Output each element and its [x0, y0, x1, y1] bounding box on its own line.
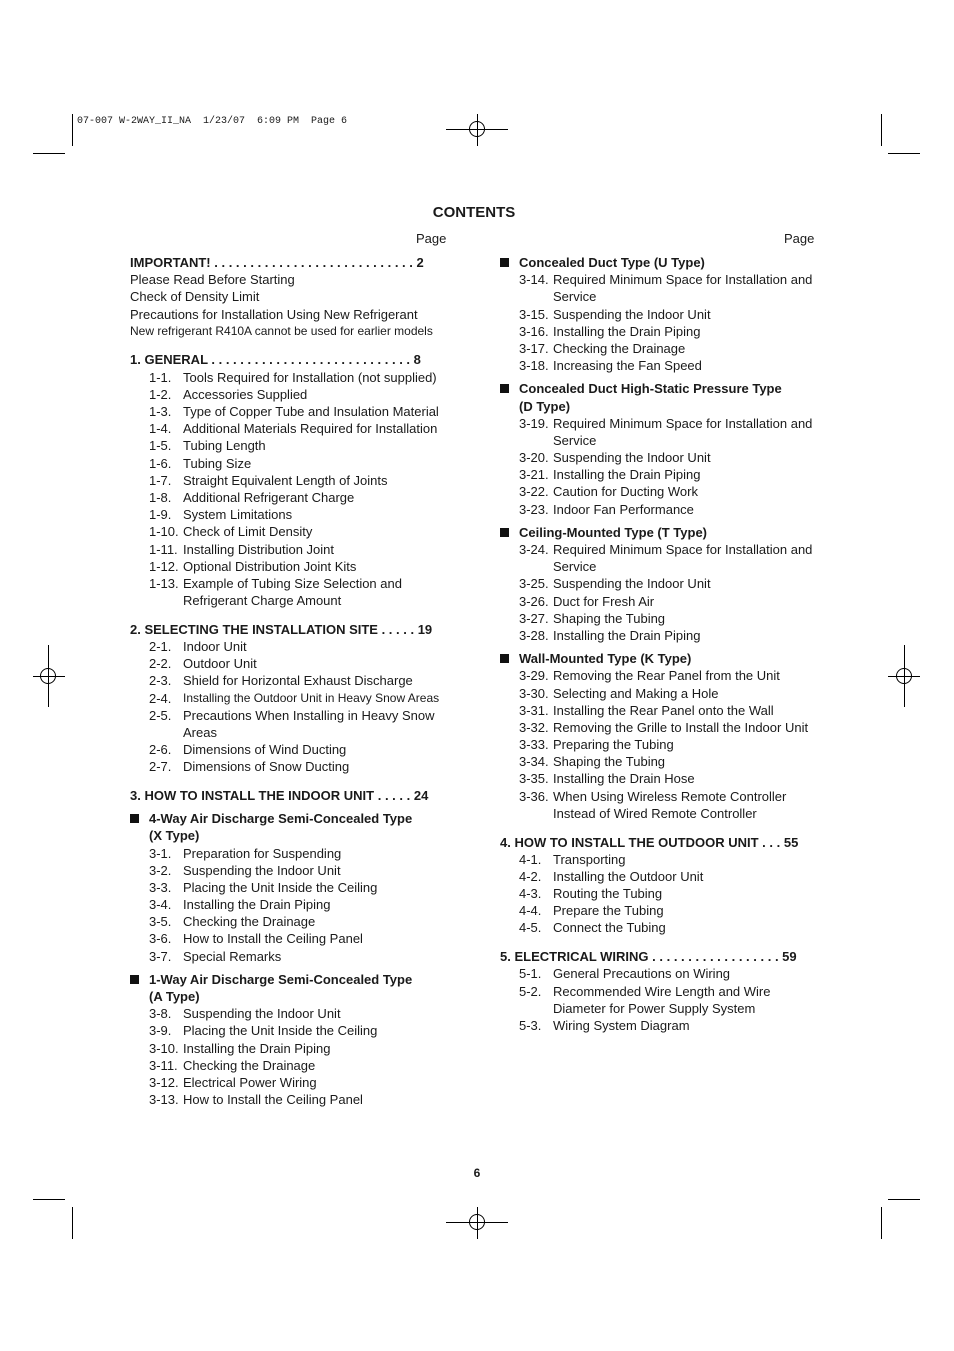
toc-subsection-heading-continued — [500, 398, 825, 415]
toc-section-heading — [500, 834, 825, 851]
entry-number: 4-3. — [519, 886, 542, 902]
subsection-heading-text: Ceiling-Mounted Type (T Type) — [519, 524, 708, 540]
entry-text: Installing the Drain Piping — [553, 467, 701, 483]
toc-entry — [500, 753, 825, 770]
toc-entry — [130, 403, 455, 420]
toc-entry — [130, 506, 455, 523]
toc-section-heading — [130, 787, 455, 804]
square-bullet-icon — [500, 258, 509, 267]
entry-number: 1-12. — [149, 558, 179, 574]
entry-text: Tubing Length — [183, 438, 266, 454]
entry-number: 2-1. — [149, 638, 172, 654]
toc-plain-entry — [130, 323, 455, 340]
section-heading-text: IMPORTANT! . . . . . . . . . . . . . . . . . . . . . . . . . . . . 2 — [130, 255, 424, 270]
toc-entry — [500, 788, 825, 805]
entry-text: Type of Copper Tube and Insulation Material — [183, 404, 439, 419]
entry-number: 3-13. — [149, 1092, 179, 1108]
toc-entry — [130, 489, 455, 506]
entry-number: 3-17. — [519, 340, 549, 356]
entry-text: How to Install the Ceiling Panel — [183, 1092, 363, 1108]
toc-subsection-heading — [130, 971, 455, 988]
entry-number: 1-3. — [149, 404, 172, 419]
entry-text: Precautions When Installing in Heavy Snow — [183, 707, 435, 723]
entry-number: 3-2. — [149, 862, 172, 878]
entry-text: Suspending the Indoor Unit — [183, 1006, 341, 1022]
entry-text: Installing the Drain Piping — [553, 323, 701, 339]
toc-entry — [500, 593, 825, 610]
entry-text: Required Minimum Space for Installation and — [553, 415, 813, 431]
subsection-heading-text: Wall-Mounted Type (K Type) — [519, 651, 692, 667]
contents-right-column — [500, 254, 825, 1034]
entry-number: 3-36. — [519, 788, 549, 804]
entry-text: Service — [553, 289, 597, 305]
entry-number: 3-14. — [519, 272, 549, 288]
section-heading-text: 4. HOW TO INSTALL THE OUTDOOR UNIT . . . 55 — [500, 834, 799, 850]
entry-text: Increasing the Fan Speed — [553, 358, 702, 374]
page-column-label-left: Page — [416, 231, 447, 246]
entry-number: 3-10. — [149, 1040, 179, 1056]
entry-text: Preparing the Tubing — [553, 737, 674, 753]
toc-entry — [500, 466, 825, 483]
toc-entry — [130, 455, 455, 472]
entry-text: Installing the Drain Piping — [553, 627, 701, 643]
toc-entry — [500, 719, 825, 736]
section-heading-text: 5. ELECTRICAL WIRING . . . . . . . . . . . . . . . . . . 59 — [500, 949, 797, 965]
toc-subsection-heading — [500, 650, 825, 667]
entry-text: Shaping the Tubing — [553, 610, 666, 626]
section-spacer — [500, 822, 825, 834]
toc-subsection-heading — [500, 524, 825, 541]
toc-section-heading — [130, 254, 455, 271]
entry-text: Refrigerant Charge Amount — [183, 593, 342, 609]
entry-text: Outdoor Unit — [183, 656, 257, 672]
entry-number: 3-31. — [519, 702, 549, 718]
entry-text: How to Install the Ceiling Panel — [183, 931, 363, 947]
toc-entry — [130, 558, 455, 575]
toc-entry — [500, 983, 825, 1000]
entry-text: Areas — [183, 724, 217, 740]
toc-entry — [130, 420, 455, 437]
toc-entry — [500, 627, 825, 644]
toc-entry — [500, 851, 825, 868]
toc-entry — [130, 369, 455, 386]
toc-plain-entry — [130, 271, 455, 288]
entry-number: 3-5. — [149, 914, 172, 930]
toc-entry — [500, 902, 825, 919]
toc-entry-continued — [500, 1000, 825, 1017]
square-bullet-icon — [500, 528, 509, 537]
entry-number: 3-34. — [519, 754, 549, 770]
entry-text: Installing the Rear Panel onto the Wall — [553, 702, 774, 718]
entry-text: Placing the Unit Inside the Ceiling — [183, 879, 378, 895]
entry-number: 3-8. — [149, 1006, 172, 1022]
entry-text: Please Read Before Starting — [130, 272, 295, 288]
page-number: 6 — [473, 1166, 481, 1180]
toc-entry — [500, 483, 825, 500]
toc-entry — [500, 415, 825, 432]
toc-subsection-heading — [130, 810, 455, 827]
entry-text: Indoor Unit — [183, 638, 247, 654]
entry-number: 3-25. — [519, 576, 549, 592]
entry-number: 3-3. — [149, 879, 172, 895]
entry-text: When Using Wireless Remote Controller — [553, 788, 787, 804]
entry-number: 3-32. — [519, 719, 549, 735]
entry-text: Check of Density Limit — [130, 289, 260, 305]
entry-text: Checking the Drainage — [183, 1057, 316, 1073]
entry-text: Installing the Outdoor Unit — [553, 868, 704, 884]
entry-text: Dimensions of Snow Ducting — [183, 759, 350, 775]
section-spacer — [130, 340, 455, 352]
toc-subsection-heading-continued — [130, 827, 455, 844]
entry-text: Tubing Size — [183, 455, 252, 471]
entry-text: Routing the Tubing — [553, 886, 663, 902]
entry-number: 1-2. — [149, 386, 172, 402]
entry-number: 3-11. — [149, 1057, 178, 1073]
entry-number: 3-35. — [519, 771, 549, 787]
entry-number: 3-29. — [519, 668, 549, 684]
entry-text: Electrical Power Wiring — [183, 1074, 317, 1090]
toc-plain-entry — [130, 306, 455, 323]
entry-number: 3-21. — [519, 467, 549, 483]
toc-entry — [500, 501, 825, 518]
entry-text: Optional Distribution Joint Kits — [183, 558, 357, 574]
entry-text: Suspending the Indoor Unit — [183, 862, 341, 878]
toc-entry — [130, 930, 455, 947]
toc-entry — [130, 948, 455, 965]
toc-entry — [130, 575, 455, 592]
entry-text: Suspending the Indoor Unit — [553, 450, 711, 466]
toc-entry-continued — [130, 724, 455, 741]
toc-subsection-heading-continued — [130, 988, 455, 1005]
entry-text: Service — [553, 432, 597, 448]
toc-subsection-heading — [500, 254, 825, 271]
entry-number: 3-4. — [149, 897, 172, 913]
toc-entry — [130, 1057, 455, 1074]
entry-text: Checking the Drainage — [553, 340, 686, 356]
square-bullet-icon — [130, 814, 139, 823]
toc-entry — [500, 449, 825, 466]
toc-section-heading — [130, 351, 455, 368]
toc-entry — [500, 306, 825, 323]
square-bullet-icon — [500, 654, 509, 663]
entry-text: Duct for Fresh Air — [553, 593, 655, 609]
entry-text: Straight Equivalent Length of Joints — [183, 472, 388, 488]
entry-number: 3-6. — [149, 931, 172, 947]
toc-entry — [500, 736, 825, 753]
toc-entry — [130, 1074, 455, 1091]
toc-entry — [130, 1091, 455, 1108]
toc-entry — [500, 919, 825, 936]
section-spacer — [500, 937, 825, 949]
subsection-heading-text: Concealed Duct High-Static Pressure Type — [519, 381, 782, 397]
print-slug: 07-007 W-2WAY_II_NA 1/23/07 6:09 PM Page 6 — [77, 116, 348, 127]
section-spacer — [130, 609, 455, 621]
toc-entry — [130, 638, 455, 655]
entry-text: Installing the Drain Piping — [183, 897, 331, 913]
entry-text: Diameter for Power Supply System — [553, 1000, 756, 1016]
toc-entry — [130, 896, 455, 913]
entry-text: Additional Refrigerant Charge — [183, 489, 355, 505]
entry-text: Suspending the Indoor Unit — [553, 576, 711, 592]
entry-text: Checking the Drainage — [183, 914, 316, 930]
entry-text: Shaping the Tubing — [553, 754, 666, 770]
toc-entry — [130, 741, 455, 758]
entry-text: Transporting — [553, 851, 626, 867]
toc-entry-continued — [500, 288, 825, 305]
entry-text: Precautions for Installation Using New Refrigerant — [130, 306, 418, 322]
entry-number: 3-18. — [519, 358, 549, 374]
toc-entry — [130, 1022, 455, 1039]
toc-section-heading — [130, 621, 455, 638]
toc-entry — [130, 655, 455, 672]
entry-number: 3-9. — [149, 1023, 172, 1039]
toc-entry-continued — [500, 558, 825, 575]
entry-number: 3-27. — [519, 610, 549, 626]
subsection-heading-text: (X Type) — [149, 828, 200, 844]
page-title: CONTENTS — [432, 204, 516, 221]
entry-number: 5-1. — [519, 966, 542, 982]
square-bullet-icon — [500, 384, 509, 393]
entry-number: 3-7. — [149, 948, 172, 964]
entry-text: Required Minimum Space for Installation and — [553, 542, 813, 557]
subsection-heading-text: 1-Way Air Discharge Semi-Concealed Type — [149, 971, 413, 987]
entry-text: Removing the Grille to Install the Indoor Unit — [553, 719, 809, 735]
entry-text: Instead of Wired Remote Controller — [553, 805, 757, 821]
toc-entry-continued — [130, 592, 455, 609]
toc-entry-continued — [500, 432, 825, 449]
toc-entry — [130, 862, 455, 879]
entry-text: Recommended Wire Length and Wire — [553, 983, 771, 999]
entry-text: Installing Distribution Joint — [183, 541, 335, 557]
entry-text: Installing the Drain Piping — [183, 1040, 331, 1056]
toc-entry — [500, 541, 825, 558]
toc-entry — [500, 885, 825, 902]
entry-number: 3-24. — [519, 542, 549, 557]
toc-plain-entry — [130, 288, 455, 305]
entry-text: Selecting and Making a Hole — [553, 685, 719, 701]
toc-entry — [130, 1040, 455, 1057]
toc-entry — [130, 541, 455, 558]
entry-number: 5-3. — [519, 1017, 542, 1033]
entry-text: Connect the Tubing — [553, 920, 666, 936]
entry-number: 1-9. — [149, 507, 172, 523]
entry-number: 1-4. — [149, 421, 172, 437]
entry-text: Shield for Horizontal Exhaust Discharge — [183, 673, 413, 689]
contents-left-column — [130, 254, 455, 1108]
toc-entry — [130, 913, 455, 930]
toc-entry — [500, 610, 825, 627]
entry-number: 2-3. — [149, 673, 172, 689]
entry-text: Required Minimum Space for Installation and — [553, 272, 813, 288]
entry-text: General Precautions on Wiring — [553, 966, 731, 982]
entry-text: Installing the Outdoor Unit in Heavy Snow Areas — [183, 690, 440, 705]
entry-number: 2-7. — [149, 759, 172, 775]
entry-number: 4-5. — [519, 920, 542, 936]
toc-entry — [500, 323, 825, 340]
toc-entry — [500, 340, 825, 357]
entry-text: Example of Tubing Size Selection and — [183, 575, 402, 591]
entry-number: 1-5. — [149, 438, 172, 454]
toc-entry — [130, 472, 455, 489]
entry-number: 3-26. — [519, 593, 549, 609]
toc-entry — [500, 685, 825, 702]
entry-number: 1-13. — [149, 575, 179, 591]
entry-text: Wiring System Diagram — [553, 1017, 690, 1033]
entry-number: 1-1. — [149, 369, 172, 385]
entry-text: Prepare the Tubing — [553, 903, 664, 919]
toc-entry — [130, 690, 455, 707]
toc-entry — [500, 357, 825, 374]
entry-number: 3-30. — [519, 685, 549, 701]
entry-text: Service — [553, 559, 597, 575]
entry-number: 3-20. — [519, 450, 549, 466]
entry-number: 1-10. — [149, 524, 179, 540]
toc-entry — [500, 667, 825, 684]
toc-entry — [130, 437, 455, 454]
entry-number: 2-4. — [149, 690, 172, 706]
entry-text: New refrigerant R410A cannot be used for earlier models — [130, 323, 433, 338]
toc-entry — [130, 386, 455, 403]
toc-entry — [130, 707, 455, 724]
entry-text: Suspending the Indoor Unit — [553, 306, 711, 322]
toc-entry — [500, 965, 825, 982]
toc-entry — [500, 575, 825, 592]
entry-text: System Limitations — [183, 507, 293, 523]
toc-entry — [500, 770, 825, 787]
entry-text: Removing the Rear Panel from the Unit — [553, 668, 780, 684]
toc-entry — [500, 271, 825, 288]
entry-number: 2-2. — [149, 656, 172, 672]
toc-entry — [130, 879, 455, 896]
entry-text: Placing the Unit Inside the Ceiling — [183, 1023, 378, 1039]
page-column-label-right: Page — [784, 231, 815, 246]
entry-number: 3-23. — [519, 501, 549, 517]
entry-number: 3-19. — [519, 415, 549, 431]
square-bullet-icon — [130, 975, 139, 984]
entry-number: 4-1. — [519, 851, 542, 867]
entry-number: 1-7. — [149, 472, 172, 488]
entry-number: 4-4. — [519, 903, 542, 919]
entry-text: Additional Materials Required for Installation — [183, 421, 438, 437]
entry-number: 1-8. — [149, 489, 172, 505]
entry-number: 1-6. — [149, 455, 172, 471]
toc-entry — [130, 845, 455, 862]
entry-number: 3-22. — [519, 484, 549, 500]
subsection-heading-text: 4-Way Air Discharge Semi-Concealed Type — [149, 811, 413, 827]
entry-number: 3-28. — [519, 627, 549, 643]
subsection-heading-text: Concealed Duct Type (U Type) — [519, 255, 705, 270]
section-heading-text: 2. SELECTING THE INSTALLATION SITE . . . . . 19 — [130, 621, 433, 637]
toc-section-heading — [500, 948, 825, 965]
entry-number: 5-2. — [519, 983, 542, 999]
entry-number: 2-5. — [149, 707, 172, 723]
toc-entry-continued — [500, 805, 825, 822]
entry-text: Accessories Supplied — [183, 386, 308, 402]
entry-number: 1-11. — [149, 541, 178, 557]
toc-entry — [500, 1017, 825, 1034]
toc-entry — [500, 868, 825, 885]
entry-text: Indoor Fan Performance — [553, 501, 694, 517]
entry-number: 3-16. — [519, 323, 549, 339]
entry-text: Caution for Ducting Work — [553, 484, 698, 500]
toc-entry — [130, 758, 455, 775]
toc-entry — [500, 702, 825, 719]
toc-entry — [130, 1005, 455, 1022]
section-heading-text: 1. GENERAL . . . . . . . . . . . . . . . . . . . . . . . . . . . . 8 — [130, 352, 421, 368]
entry-text: Preparation for Suspending — [183, 845, 342, 861]
entry-number: 3-33. — [519, 737, 549, 753]
entry-text: Check of Limit Density — [183, 524, 313, 540]
entry-number: 3-12. — [149, 1074, 179, 1090]
entry-number: 4-2. — [519, 868, 542, 884]
section-heading-text: 3. HOW TO INSTALL THE INDOOR UNIT . . . . . 24 — [130, 787, 429, 803]
toc-subsection-heading — [500, 380, 825, 397]
entry-text: Tools Required for Installation (not supplied) — [183, 369, 437, 385]
entry-text: Dimensions of Wind Ducting — [183, 742, 347, 758]
entry-number: 3-1. — [149, 845, 172, 861]
entry-text: Special Remarks — [183, 948, 282, 964]
entry-number: 2-6. — [149, 742, 172, 758]
toc-entry — [130, 523, 455, 540]
entry-number: 3-15. — [519, 306, 549, 322]
subsection-heading-text: (A Type) — [149, 989, 200, 1004]
toc-entry — [130, 672, 455, 689]
subsection-heading-text: (D Type) — [519, 398, 571, 414]
section-spacer — [130, 775, 455, 787]
entry-text: Installing the Drain Hose — [553, 771, 695, 787]
